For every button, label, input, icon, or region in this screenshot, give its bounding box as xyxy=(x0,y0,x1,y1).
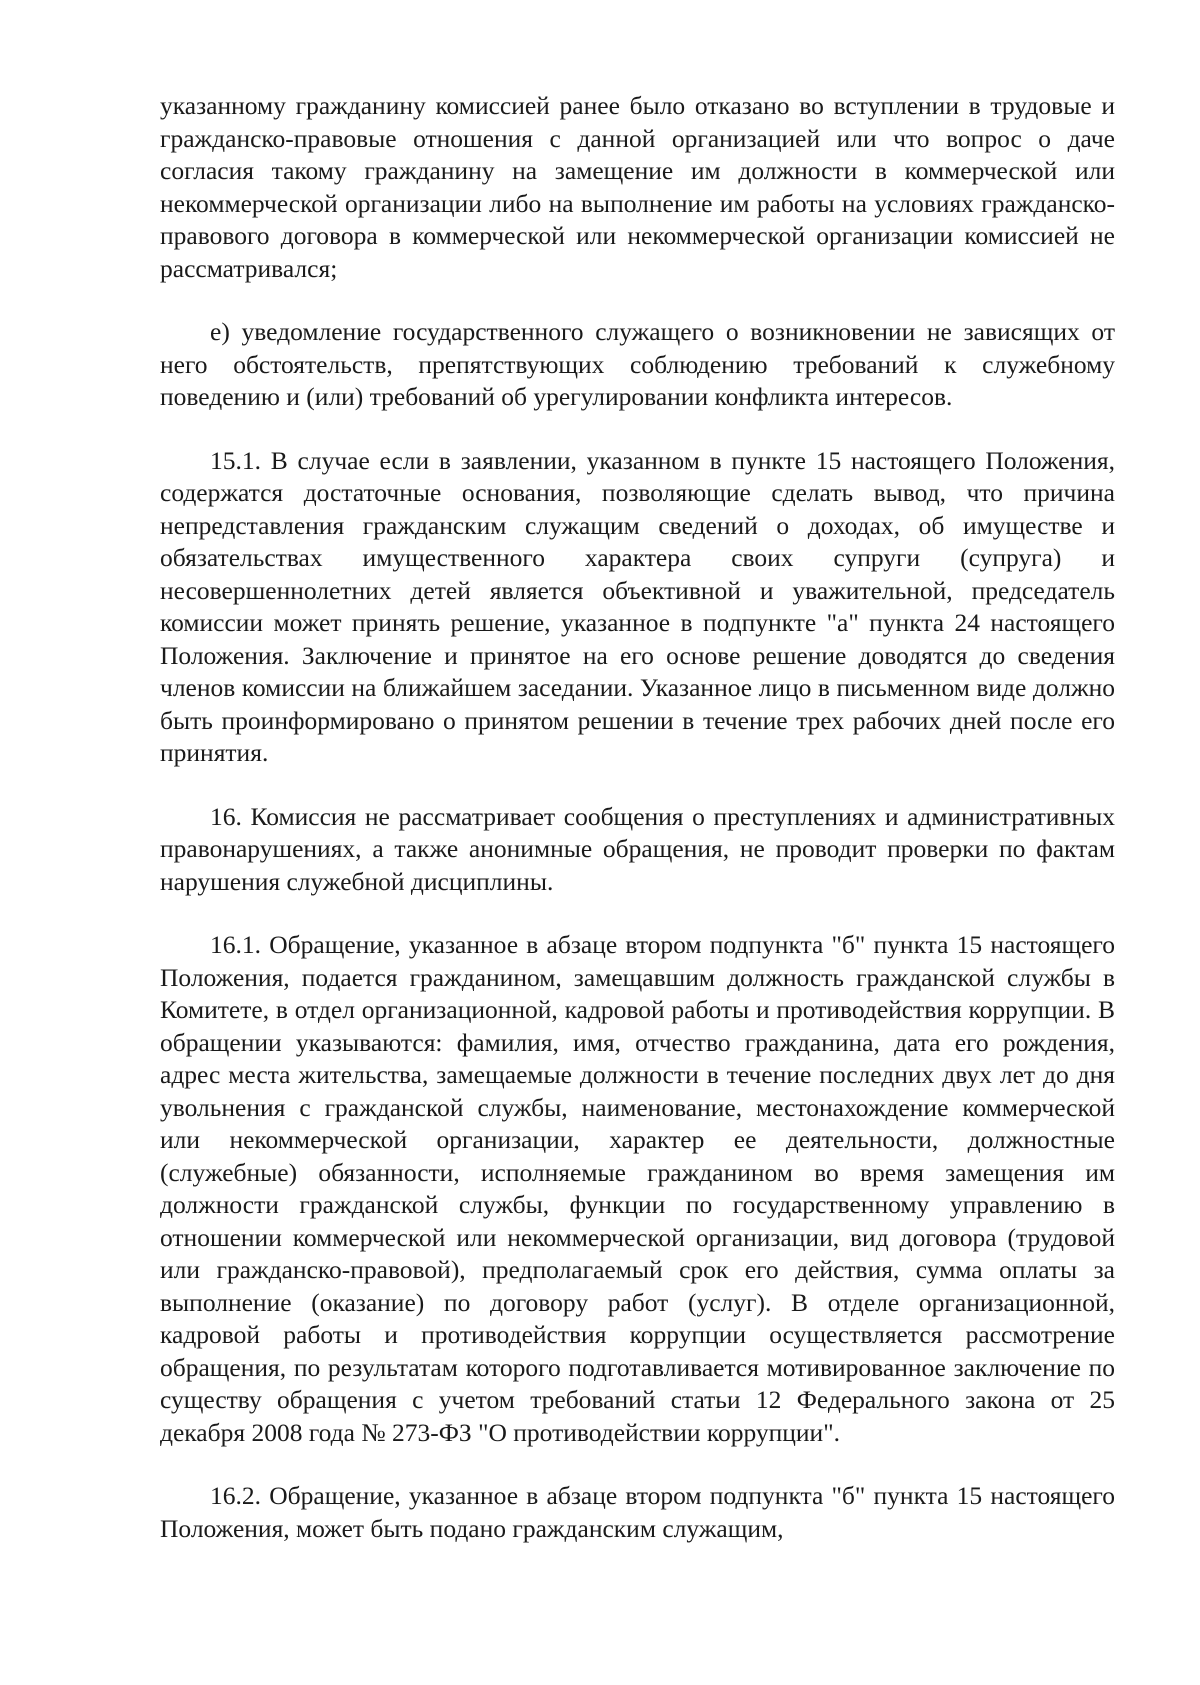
paragraph-15-1: 15.1. В случае если в заявлении, указанном в пункте 15 настоящего Положения, содержатся достаточные основания, позволяющие сделать вывод, что причина непредставления гражданским служащим сведений о доходах, об имуществе и обязательствах имущественного характера своих супруги (супруга) и несовершеннолетних детей является объективной и уважительной, председатель комиссии может принять решение, указанное в подпункте "а" пункта 24 настоящего Положения. Заключение и принятое на его основе решение доводятся до сведения членов комиссии на ближайшем заседании. Указанное лицо в письменном виде должно быть проинформировано о принятом решении в течение трех рабочих дней после его принятия. xyxy=(160,445,1115,767)
paragraph-16-1: 16.1. Обращение, указанное в абзаце втором подпункта "б" пункта 15 настоящего Положения, подается гражданином, замещавшим должность гражданской службы в Комитете, в отдел организационной, кадровой работы и противодействия коррупции. В обращении указываются: фамилия, имя, отчество гражданина, дата его рождения, адрес места жительства, замещаемые должности в течение последних двух лет до дня увольнения с гражданской службы, наименование, местонахождение коммерческой или некоммерческой организации, характер ее деятельности, должностные (служебные) обязанности, исполняемые гражданином во время замещения им должности гражданской службы, функции по государственному управлению в отношении коммерческой или некоммерческой организации, вид договора (трудовой или гражданско-правовой), предполагаемый срок его действия, сумма оплаты за выполнение (оказание) по договору работ (услуг). В отделе организационной, кадровой работы и противодействия коррупции осуществляется рассмотрение обращения, по результатам которого подготавливается мотивированное заключение по существу обращения с учетом требований статьи 12 Федерального закона от 25 декабря 2008 года № 273-ФЗ "О противодействии коррупции". xyxy=(160,930,1115,1447)
paragraph-16-2: 16.2. Обращение, указанное в абзаце втором подпункта "б" пункта 15 настоящего Положения, может быть подано гражданским служащим, xyxy=(160,1481,1115,1543)
paragraph-continuation: указанному гражданину комиссией ранее было отказано во вступлении в трудовые и гражданско-правовые отношения с данной организацией или что вопрос о даче согласия такому гражданину на замещение им должности в коммерческой или некоммерческой организации либо на выполнение им работы на условиях гражданско-правового договора в коммерческой или некоммерческой организации комиссией не рассматривался; xyxy=(160,91,1115,283)
paragraph-item-e: е) уведомление государственного служащего о возникновении не зависящих от него обстоятельств, препятствующих соблюдению требований к служебному поведению и (или) требований об урегулировании конфликта интересов. xyxy=(160,317,1115,411)
document-body xyxy=(160,90,1115,1545)
paragraph-16: 16. Комиссия не рассматривает сообщения о преступлениях и административных правонарушениях, а также анонимные обращения, не проводит проверки по фактам нарушения служебной дисциплины. xyxy=(160,801,1115,896)
